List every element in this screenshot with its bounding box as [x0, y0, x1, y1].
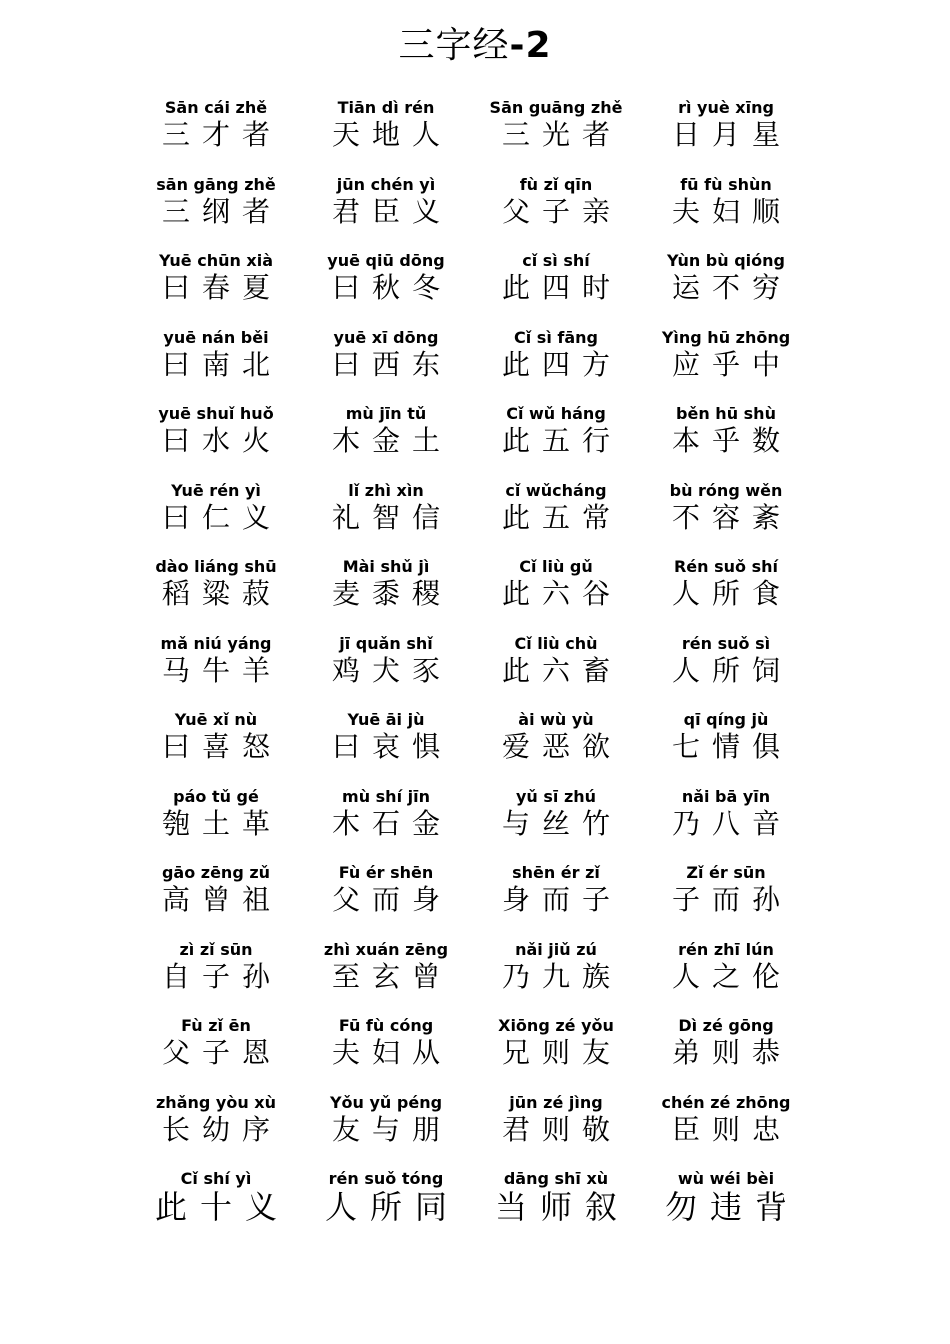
hanzi-line: 礼智信	[331, 500, 452, 534]
verse-cell	[131, 862, 301, 939]
hanzi-line: 此六谷	[501, 577, 622, 610]
hanzi-line: 曰秋冬	[331, 271, 452, 304]
pinyin-line: běn hū shù	[676, 404, 776, 423]
hanzi-line: 天地人	[331, 118, 452, 151]
hanzi-line: 与丝竹	[501, 806, 622, 840]
hanzi-line: 人所饲	[671, 653, 792, 687]
pinyin-line: zhǎng yòu xù	[155, 1092, 276, 1112]
hanzi-line: 应乎中	[671, 347, 792, 381]
hanzi-line: 麦黍稷	[331, 577, 452, 610]
hanzi-line: 匏土革	[161, 806, 282, 840]
pinyin-line: qī qíng jù	[683, 710, 769, 729]
hanzi-line: 本乎数	[671, 424, 792, 457]
verse-cell	[301, 633, 471, 710]
pinyin-line: dāng shī xù	[503, 1169, 609, 1188]
pinyin-line: Cǐ sì fāng	[514, 327, 598, 347]
hanzi-line: 木石金	[331, 806, 452, 840]
pinyin-line: zì zǐ sūn	[179, 939, 253, 959]
pinyin-line: nǎi bā yīn	[681, 786, 771, 806]
verse-cell	[471, 862, 641, 939]
verse-cell	[301, 862, 471, 939]
pinyin-line: nǎi jiǔ zú	[515, 939, 597, 959]
verse-cell	[131, 174, 301, 251]
verse-cell	[471, 786, 641, 863]
verse-grid	[131, 97, 811, 1245]
verse-cell	[641, 1168, 811, 1245]
verse-cell	[471, 633, 641, 710]
pinyin-line: Yuē rén yì	[171, 480, 261, 500]
hanzi-line: 此五行	[501, 424, 622, 457]
verse-cell	[641, 327, 811, 404]
verse-cell	[301, 250, 471, 327]
pinyin-line: Yùn bù qióng	[667, 251, 785, 270]
verse-cell	[641, 174, 811, 251]
hanzi-line: 曰哀惧	[331, 730, 452, 763]
pinyin-line: bù róng wěn	[669, 480, 783, 500]
pinyin-line: cǐ wǔcháng	[505, 480, 607, 500]
pinyin-line: Cǐ liù gǔ	[519, 557, 593, 576]
pinyin-line: fū fù shùn	[680, 174, 772, 194]
hanzi-line: 此十义	[154, 1188, 290, 1226]
verse-cell	[301, 1168, 471, 1245]
hanzi-line: 马牛羊	[161, 653, 282, 687]
verse-cell	[471, 709, 641, 786]
hanzi-line: 身而子	[501, 883, 622, 916]
hanzi-line: 三纲者	[161, 194, 282, 228]
verse-cell	[131, 97, 301, 174]
pinyin-line: yuē nán běi	[163, 327, 269, 347]
title-main: 三字经	[398, 25, 510, 66]
verse-cell	[131, 327, 301, 404]
hanzi-line: 不容紊	[671, 500, 792, 534]
hanzi-line: 子而孙	[671, 883, 792, 916]
hanzi-line: 曰仁义	[161, 500, 282, 534]
pinyin-line: zhì xuán zēng	[323, 939, 449, 959]
verse-cell	[641, 709, 811, 786]
verse-cell	[641, 862, 811, 939]
pinyin-line: Fù ér shēn	[338, 863, 434, 882]
pinyin-line: Cǐ shí yì	[180, 1169, 252, 1188]
hanzi-line: 父而身	[331, 883, 452, 916]
verse-cell	[471, 1168, 641, 1245]
pinyin-line: Yuē āi jù	[347, 710, 425, 729]
hanzi-line: 至玄曾	[331, 959, 452, 993]
pinyin-line: wù wéi bèi	[677, 1169, 775, 1188]
verse-cell	[471, 1092, 641, 1169]
hanzi-line: 君则敬	[501, 1112, 622, 1146]
hanzi-line: 人所同	[324, 1188, 460, 1226]
pinyin-line: Dì zé gōng	[678, 1016, 774, 1035]
pinyin-line: ài wù yù	[518, 710, 594, 729]
pinyin-line: rì yuè xīng	[678, 98, 774, 117]
hanzi-line: 鸡犬豕	[331, 653, 452, 687]
pinyin-line: yuē qiū dōng	[327, 251, 445, 270]
verse-cell	[301, 174, 471, 251]
title-suffix: -2	[509, 25, 552, 66]
verse-cell	[471, 939, 641, 1016]
verse-cell	[131, 1168, 301, 1245]
hanzi-line: 此四时	[501, 271, 622, 304]
verse-cell	[471, 1015, 641, 1092]
pinyin-line: Fù zǐ ēn	[181, 1016, 251, 1035]
hanzi-line: 夫妇顺	[671, 194, 792, 228]
hanzi-line: 曰喜怒	[161, 730, 282, 763]
pinyin-line: lǐ zhì xìn	[348, 480, 424, 500]
verse-cell	[301, 939, 471, 1016]
verse-cell	[131, 556, 301, 633]
hanzi-line: 三才者	[161, 118, 282, 151]
pinyin-line: sān gāng zhě	[156, 174, 276, 194]
hanzi-line: 父子恩	[161, 1036, 282, 1069]
verse-cell	[641, 403, 811, 480]
pinyin-line: Rén suǒ shí	[673, 557, 778, 576]
hanzi-line: 三光者	[501, 118, 622, 151]
pinyin-line: Yìng hū zhōng	[661, 327, 791, 347]
hanzi-line: 自子孙	[161, 959, 282, 993]
pinyin-line: Sān guāng zhě	[489, 98, 623, 117]
verse-cell	[131, 250, 301, 327]
pinyin-line: Zǐ ér sūn	[686, 863, 766, 882]
pinyin-line: páo tǔ gé	[173, 786, 259, 806]
pinyin-line: rén suǒ tóng	[328, 1169, 444, 1188]
hanzi-line: 乃九族	[501, 959, 622, 993]
pinyin-line: dào liáng shū	[155, 557, 277, 576]
hanzi-line: 曰春夏	[161, 271, 282, 304]
hanzi-line: 木金土	[331, 424, 452, 457]
hanzi-line: 日月星	[671, 118, 792, 151]
pinyin-line: yuē shuǐ huǒ	[158, 404, 274, 423]
verse-cell	[641, 1092, 811, 1169]
verse-cell	[131, 939, 301, 1016]
verse-cell	[131, 633, 301, 710]
pinyin-line: Yuē chūn xià	[158, 251, 274, 270]
hanzi-line: 稻粱菽	[161, 577, 282, 610]
verse-cell	[301, 1015, 471, 1092]
verse-cell	[641, 633, 811, 710]
pinyin-line: fù zǐ qīn	[519, 174, 593, 194]
pinyin-line: Cǐ liù chù	[514, 633, 598, 653]
pinyin-line: mù shí jīn	[342, 786, 430, 806]
verse-cell	[641, 556, 811, 633]
pinyin-line: Cǐ wǔ háng	[506, 404, 606, 423]
hanzi-line: 运不穷	[671, 271, 792, 304]
pinyin-line: shēn ér zǐ	[512, 863, 600, 882]
verse-cell	[641, 1015, 811, 1092]
pinyin-line: Yuē xǐ nù	[174, 710, 258, 729]
pinyin-line: Fū fù cóng	[338, 1016, 434, 1035]
pinyin-line: chén zé zhōng	[661, 1092, 791, 1112]
pinyin-line: yǔ sī zhú	[515, 786, 597, 806]
hanzi-line: 勿违背	[664, 1188, 800, 1226]
verse-cell	[131, 1092, 301, 1169]
verse-cell	[471, 327, 641, 404]
verse-cell	[301, 403, 471, 480]
verse-cell	[131, 403, 301, 480]
pinyin-line: rén suǒ sì	[681, 633, 771, 653]
pinyin-line: Tiān dì rén	[337, 98, 435, 117]
verse-cell	[641, 97, 811, 174]
verse-cell	[641, 480, 811, 557]
hanzi-line: 臣则忠	[671, 1112, 792, 1146]
hanzi-line: 曰水火	[161, 424, 282, 457]
hanzi-line: 曰南北	[161, 347, 282, 381]
hanzi-line: 乃八音	[671, 806, 792, 840]
verse-cell	[471, 480, 641, 557]
hanzi-line: 父子亲	[501, 194, 622, 228]
hanzi-line: 此六畜	[501, 653, 622, 687]
hanzi-line: 此五常	[501, 500, 622, 534]
hanzi-line: 高曾祖	[161, 883, 282, 916]
verse-cell	[301, 1092, 471, 1169]
pinyin-line: Xiōng zé yǒu	[498, 1016, 614, 1035]
verse-cell	[641, 250, 811, 327]
hanzi-line: 弟则恭	[671, 1036, 792, 1069]
hanzi-line: 友与朋	[331, 1112, 452, 1146]
verse-cell	[131, 1015, 301, 1092]
pinyin-line: jūn zé jìng	[509, 1092, 603, 1112]
verse-cell	[301, 327, 471, 404]
pinyin-line: jī quǎn shǐ	[339, 633, 433, 653]
verse-cell	[131, 480, 301, 557]
pinyin-line: yuē xī dōng	[333, 327, 439, 347]
verse-cell	[641, 939, 811, 1016]
hanzi-line: 夫妇从	[331, 1036, 452, 1069]
verse-cell	[131, 709, 301, 786]
hanzi-line: 此四方	[501, 347, 622, 381]
hanzi-line: 当师叙	[494, 1188, 630, 1226]
pinyin-line: Yǒu yǔ péng	[329, 1092, 443, 1112]
hanzi-line: 君臣义	[331, 194, 452, 228]
pinyin-line: rén zhī lún	[678, 939, 774, 959]
verse-cell	[301, 97, 471, 174]
verse-cell	[301, 556, 471, 633]
verse-cell	[301, 709, 471, 786]
hanzi-line: 人之伦	[671, 959, 792, 993]
pinyin-line: Mài shǔ jì	[342, 557, 430, 576]
pinyin-line: cǐ sì shí	[522, 251, 590, 270]
page-title	[0, 22, 950, 70]
hanzi-line: 长幼序	[161, 1112, 282, 1146]
pinyin-line: mǎ niú yáng	[160, 633, 272, 653]
hanzi-line: 曰西东	[331, 347, 452, 381]
hanzi-line: 爱恶欲	[501, 730, 622, 763]
pinyin-line: jūn chén yì	[336, 174, 436, 194]
pinyin-line: mù jīn tǔ	[345, 404, 427, 423]
verse-cell	[301, 786, 471, 863]
hanzi-line: 七情俱	[671, 730, 792, 763]
verse-cell	[471, 250, 641, 327]
verse-cell	[471, 174, 641, 251]
pinyin-line: Sān cái zhě	[164, 98, 268, 117]
hanzi-line: 人所食	[671, 577, 792, 610]
verse-cell	[301, 480, 471, 557]
hanzi-line: 兄则友	[501, 1036, 622, 1069]
verse-cell	[131, 786, 301, 863]
verse-cell	[471, 403, 641, 480]
verse-cell	[471, 97, 641, 174]
pinyin-line: gāo zēng zǔ	[161, 863, 271, 882]
verse-cell	[641, 786, 811, 863]
verse-cell	[471, 556, 641, 633]
